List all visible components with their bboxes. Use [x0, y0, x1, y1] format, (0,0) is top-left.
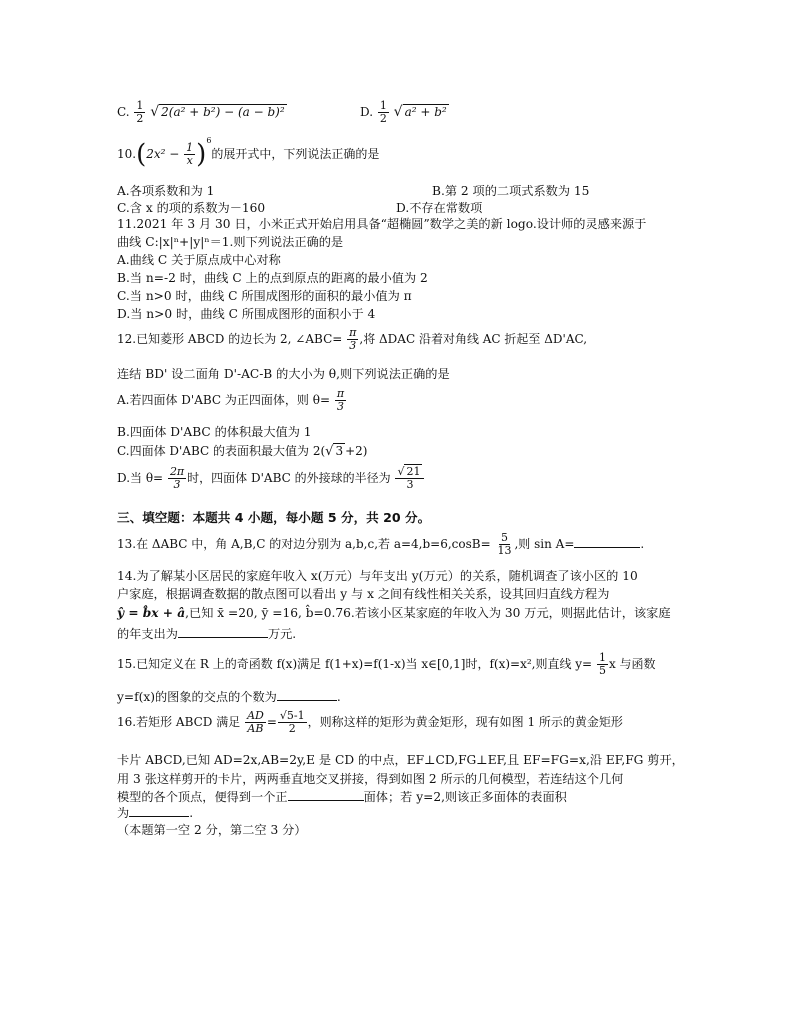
- q12-option-d-radius: $\frac{√ 21}{3}$: [395, 466, 424, 491]
- q16-line-5-a: 为: [117, 806, 130, 820]
- q12-option-c-a: C.四面体 D'ABC 的表面积最大值为 2(: [117, 444, 326, 458]
- q16-answer-blank-1[interactable]: [288, 788, 364, 801]
- q16-line-1-b: ，则称这样的矩形为黄金矩形，现有如图 1 所示的黄金矩形: [307, 715, 623, 729]
- q11-option-a: A.曲线 C 关于原点成中心对称: [117, 253, 281, 267]
- q9-option-d: D. $\frac{1}{2}$ √ a² + b²: [360, 99, 447, 125]
- q13-answer-blank[interactable]: [574, 535, 640, 548]
- q9-option-c-label: C.: [117, 105, 130, 119]
- q16-line-1-a: 16.若矩形 ABCD 满足: [117, 715, 241, 729]
- q15-answer-blank[interactable]: [277, 688, 337, 701]
- q10-expr-frac: $\frac{1}{x}$: [186, 141, 194, 167]
- q15-line-1-b: x 与函数: [608, 657, 656, 671]
- q16-note: （本题第一空 2 分，第二空 3 分）: [117, 823, 307, 837]
- q11-option-d: D.当 n>0 时，曲线 C 所围成图形的面积小于 4: [117, 307, 376, 321]
- section-3-heading: 三、填空题：本题共 4 小题，每小题 5 分，共 20 分。: [117, 510, 431, 525]
- q10-option-b: B.第 2 项的二项式系数为 15: [432, 184, 590, 198]
- q14-answer-blank[interactable]: [178, 625, 268, 638]
- q13: [117, 532, 644, 557]
- q13-text-a: 13.在 ΔABC 中，角 A,B,C 的对边分别为 a,b,c,若 a=4,b=6,cosB=: [117, 537, 491, 551]
- q9-option-c-half: $\frac{1}{2}$: [136, 99, 144, 125]
- q12-option-d-frac: $\frac{2\pi}{3}$: [169, 465, 185, 491]
- q14-line-2: 户家庭，根据调查数据的散点图可以看出 y 与 x 之间有线性相关关系，设其回归直线方程为: [117, 587, 610, 601]
- q13-cos-frac: $\frac{5}{13}$: [497, 531, 512, 557]
- q12-option-a: [117, 388, 347, 413]
- q13-end: .: [640, 537, 645, 551]
- q12-option-a-frac: $\frac{\pi}{3}$: [336, 387, 345, 413]
- q16-answer-blank-2[interactable]: [129, 804, 189, 817]
- q12-option-d-a: D.当 θ=: [117, 471, 164, 485]
- q12-option-c-sqrt: 3: [335, 444, 344, 458]
- q10-power: 6: [206, 136, 212, 145]
- q12-line-1: [117, 327, 587, 352]
- q10-option-d: D.不存在常数项: [396, 201, 483, 215]
- q12-line-1-b: ,将 ΔDAC 沿着对角线 AC 折起至 ΔD'AC,: [359, 332, 588, 346]
- q15-line-1: [117, 652, 656, 677]
- q13-text-b: ,则 sin A=: [514, 537, 575, 551]
- q12-option-b: B.四面体 D'ABC 的体积最大值为 1: [117, 425, 312, 439]
- q10-option-c: C.含 x 的项的系数为－160: [117, 201, 266, 215]
- q14-line-4: [117, 625, 296, 642]
- q12-line-1-a: 12.已知菱形 ABCD 的边长为 2, ∠ABC=: [117, 332, 343, 346]
- q14-line-3: [117, 605, 671, 621]
- q12-option-d: [117, 466, 425, 491]
- q11-option-b: B.当 n=-2 时，曲线 C 上的点到原点的距离的最小值为 2: [117, 271, 428, 285]
- q15-line-1-a: 15.已知定义在 R 上的奇函数 f(x)满足 f(1+x)=f(1-x)当 x∈[0,1]时，f(x)=x²,则直线 y=: [117, 657, 593, 671]
- q16-line-2: 卡片 ABCD,已知 AD=2x,AB=2y,E 是 CD 的中点，EF⊥CD,FG⊥EF,且 EF=FG=x,沿 EF,FG 剪开，: [117, 753, 684, 767]
- q15-slope-frac: $\frac{1}{5}$: [598, 651, 606, 677]
- q11-line-2: 曲线 C:|x|ⁿ+|y|ⁿ＝1.则下列说法正确的是: [117, 235, 344, 249]
- q10-option-a: A.各项系数和为 1: [117, 184, 215, 198]
- q10-expr-head: 2x² −: [146, 147, 180, 161]
- q12-angle-frac: $\frac{\pi}{3}$: [349, 326, 357, 352]
- q16-line-4-b: 面体；若 y=2,则该正多面体的表面积: [363, 790, 567, 804]
- q14-line-1: 14.为了解某小区居民的家庭年收入 x(万元）与年支出 y(万元）的关系，随机调查了该小区的 10: [117, 569, 638, 583]
- q9-option-d-label: D.: [360, 105, 374, 119]
- q12-option-c-b: +2): [345, 444, 368, 458]
- q12-option-c: C.四面体 D'ABC 的表面积最大值为 2(√ 3 +2): [117, 444, 368, 459]
- q9-option-c-expr: 2(a² + b²) − (a − b)²: [161, 105, 285, 119]
- q9-option-d-half: $\frac{1}{2}$: [379, 99, 387, 125]
- q12-option-d-b: 时，四面体 D'ABC 的外接球的半径为: [187, 471, 391, 485]
- q16-line-4-a: 模型的各个顶点，便得到一个正: [117, 790, 288, 804]
- q14-line-3-b: ,已知 x̄ =20, ȳ =16, b̂=0.76.若该小区某家庭的年收入为 30 万元，则据此估计，该家庭: [185, 606, 671, 620]
- q16-ratio-frac: $\frac{AD}{AB}$: [247, 709, 264, 735]
- q16-equals: =: [266, 715, 277, 729]
- q16-line-1: [117, 710, 623, 735]
- q16-line-3: 用 3 张这样剪开的卡片，两两垂直地交叉拼接，得到如图 2 所示的几何模型，若连结这个几何: [117, 772, 624, 786]
- q16-golden-frac: $\frac{√5-1}{2}$: [279, 709, 305, 735]
- q12-option-a-text: A.若四面体 D'ABC 为正四面体，则 θ=: [117, 393, 331, 407]
- q15-line-2: [117, 688, 341, 705]
- q9-option-d-expr: a² + b²: [404, 105, 447, 119]
- q10-stem: 10.(2x² − $\frac{1}{x}$ )$^6$的展开式中，下列说法正确的是: [117, 136, 380, 170]
- q9-option-c: C. $\frac{1}{2}$ √ 2(a² + b²) − (a − b)²: [117, 99, 285, 125]
- q14-regression-eq: ŷ = b̂x + â: [117, 606, 186, 620]
- q11-line-1: 11.2021 年 3 月 30 日，小米正式开始启用具备“超椭圆”数学之美的新 logo.设计师的灵感来源于: [117, 217, 647, 231]
- q15-line-2-b: .: [336, 690, 341, 704]
- q14-line-4-a: 的年支出为: [117, 627, 178, 641]
- q10-number: 10.: [117, 147, 137, 161]
- q10-stem-tail: 的展开式中，下列说法正确的是: [211, 147, 380, 161]
- q14-line-4-b: 万元.: [267, 627, 297, 641]
- q11-option-c: C.当 n>0 时，曲线 C 所围成图形的面积的最小值为 π: [117, 289, 412, 303]
- q16-line-5-end: .: [189, 806, 194, 820]
- q15-line-2-a: y=f(x)的图象的交点的个数为: [117, 690, 277, 704]
- q16-line-4: [117, 788, 567, 805]
- q16-line-5: [117, 804, 193, 821]
- q12-line-2: 连结 BD' 设二面角 D'-AC-B 的大小为 θ,则下列说法正确的是: [117, 367, 450, 381]
